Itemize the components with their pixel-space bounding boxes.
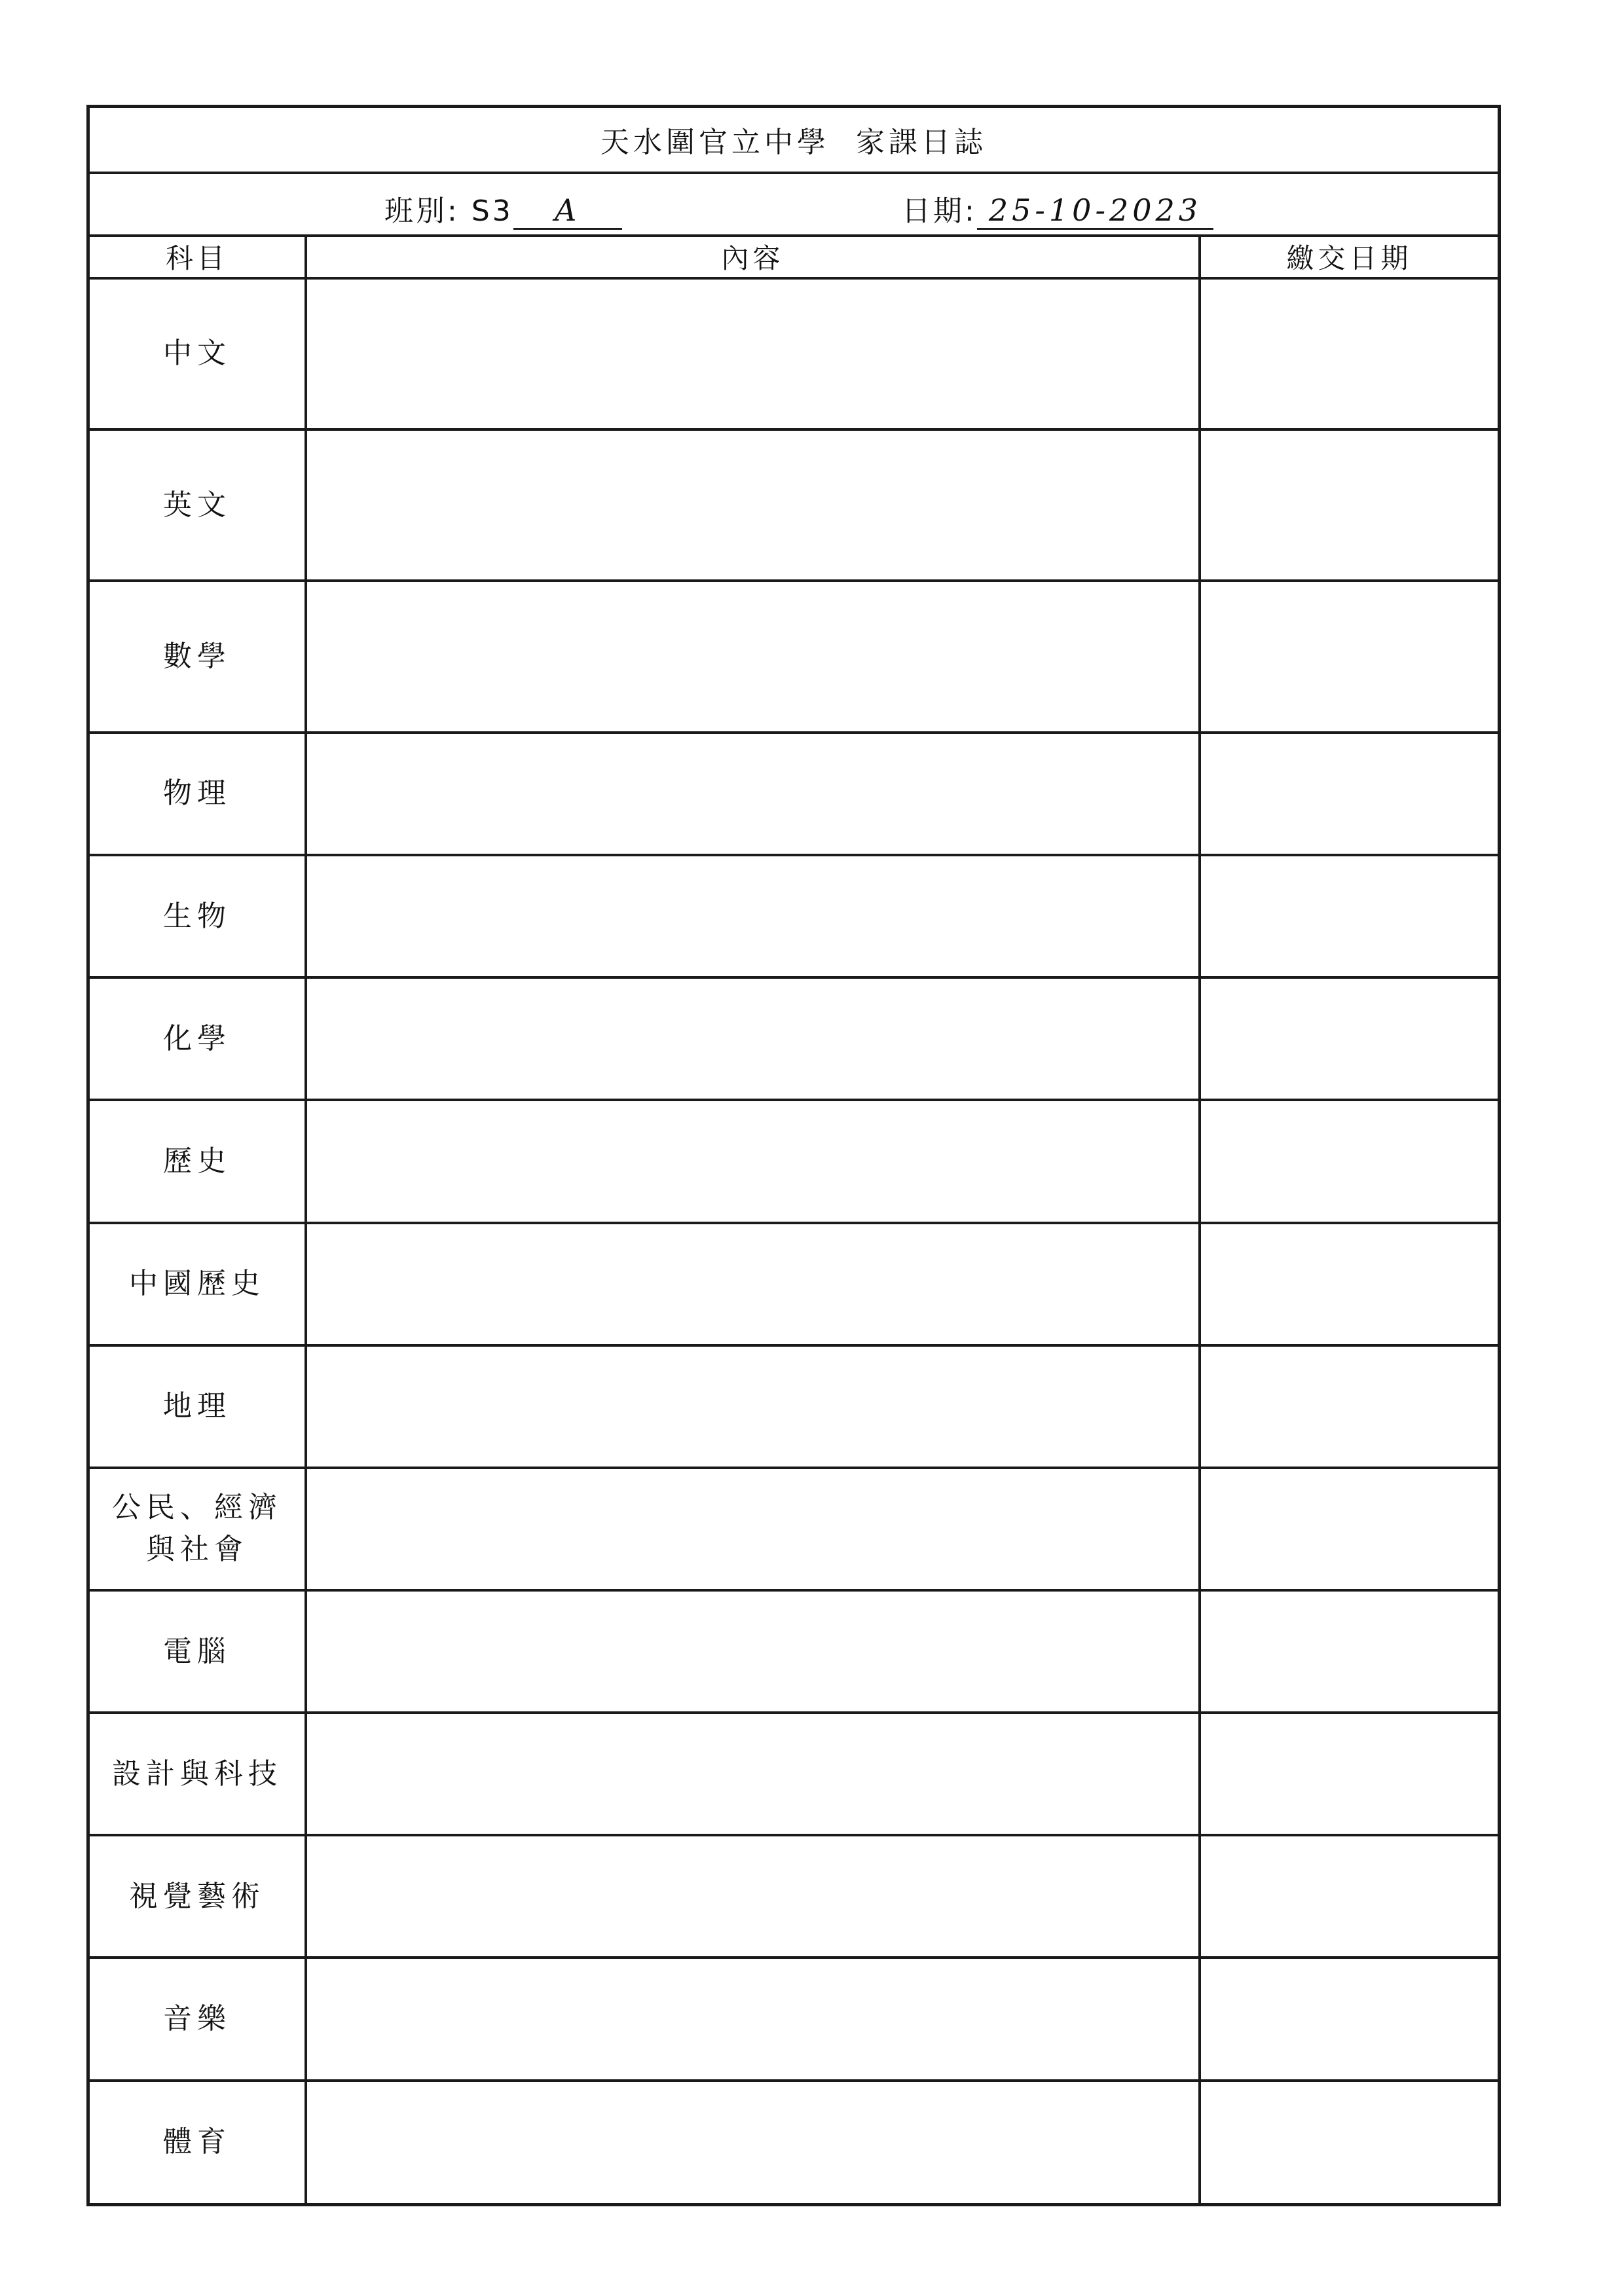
table-row — [90, 1345, 1498, 1468]
table-row — [90, 1223, 1498, 1345]
date-field[interactable] — [902, 187, 1213, 230]
class-value[interactable]: A — [513, 192, 622, 230]
class-label: 班別: — [384, 194, 460, 228]
subject-cell: 體育 — [90, 2081, 306, 2203]
table-row — [90, 581, 1498, 732]
subject-cell: 生物 — [90, 855, 306, 977]
content-cell[interactable] — [306, 977, 1200, 1100]
due-date-cell[interactable] — [1200, 1590, 1498, 1713]
due-date-cell[interactable] — [1200, 977, 1498, 1100]
header-subject: 科目 — [90, 236, 306, 278]
class-field[interactable] — [384, 187, 622, 230]
due-date-cell[interactable] — [1200, 2081, 1498, 2203]
form-meta-row — [90, 173, 1498, 236]
due-date-cell[interactable] — [1200, 429, 1498, 581]
content-cell[interactable] — [306, 1835, 1200, 1958]
table-row — [90, 1100, 1498, 1222]
content-cell[interactable] — [306, 1223, 1200, 1345]
table-row — [90, 1590, 1498, 1713]
content-cell[interactable] — [306, 2081, 1200, 2203]
homework-table — [90, 108, 1498, 2203]
content-cell[interactable] — [306, 581, 1200, 732]
table-row — [90, 733, 1498, 855]
due-date-cell[interactable] — [1200, 1713, 1498, 1835]
date-value[interactable]: 25-10-2023 — [977, 192, 1213, 230]
table-row — [90, 429, 1498, 581]
subject-cell: 歷史 — [90, 1100, 306, 1222]
subject-line: 與社會 — [146, 1533, 248, 1567]
due-date-cell[interactable] — [1200, 1468, 1498, 1590]
table-row — [90, 2081, 1498, 2203]
table-row — [90, 1835, 1498, 1958]
due-date-cell[interactable] — [1200, 1345, 1498, 1468]
table-row — [90, 1958, 1498, 2080]
homework-log-form — [86, 105, 1501, 2206]
content-cell[interactable] — [306, 733, 1200, 855]
table-row — [90, 855, 1498, 977]
content-cell[interactable] — [306, 1468, 1200, 1590]
due-date-cell[interactable] — [1200, 1835, 1498, 1958]
table-row — [90, 1468, 1498, 1590]
form-title — [90, 108, 1498, 173]
due-date-cell[interactable] — [1200, 855, 1498, 977]
content-cell[interactable] — [306, 1345, 1200, 1468]
class-prefix: S3 — [471, 194, 513, 228]
due-date-cell[interactable] — [1200, 1100, 1498, 1222]
subject-cell — [90, 1468, 306, 1590]
content-cell[interactable] — [306, 1713, 1200, 1835]
table-row — [90, 977, 1498, 1100]
subject-cell: 設計與科技 — [90, 1713, 306, 1835]
school-name: 天水圍官立中學 — [600, 126, 830, 160]
subject-cell: 電腦 — [90, 1590, 306, 1713]
subject-cell: 地理 — [90, 1345, 306, 1468]
subject-cell: 化學 — [90, 977, 306, 1100]
table-row — [90, 1713, 1498, 1835]
content-cell[interactable] — [306, 855, 1200, 977]
due-date-cell[interactable] — [1200, 278, 1498, 429]
table-row — [90, 278, 1498, 429]
header-content: 內容 — [306, 236, 1200, 278]
content-cell[interactable] — [306, 1590, 1200, 1713]
content-cell[interactable] — [306, 429, 1200, 581]
content-cell[interactable] — [306, 1958, 1200, 2080]
date-label: 日期: — [902, 194, 977, 228]
due-date-cell[interactable] — [1200, 733, 1498, 855]
subject-cell: 物理 — [90, 733, 306, 855]
subject-line: 公民、經濟 — [112, 1491, 282, 1525]
subject-cell: 中文 — [90, 278, 306, 429]
due-date-cell[interactable] — [1200, 1958, 1498, 2080]
content-cell[interactable] — [306, 278, 1200, 429]
subject-cell: 音樂 — [90, 1958, 306, 2080]
header-due-date: 繳交日期 — [1200, 236, 1498, 278]
subject-cell: 數學 — [90, 581, 306, 732]
subject-cell: 視覺藝術 — [90, 1835, 306, 1958]
log-title: 家課日誌 — [856, 126, 987, 160]
content-cell[interactable] — [306, 1100, 1200, 1222]
subject-cell: 中國歷史 — [90, 1223, 306, 1345]
due-date-cell[interactable] — [1200, 581, 1498, 732]
due-date-cell[interactable] — [1200, 1223, 1498, 1345]
subject-cell: 英文 — [90, 429, 306, 581]
